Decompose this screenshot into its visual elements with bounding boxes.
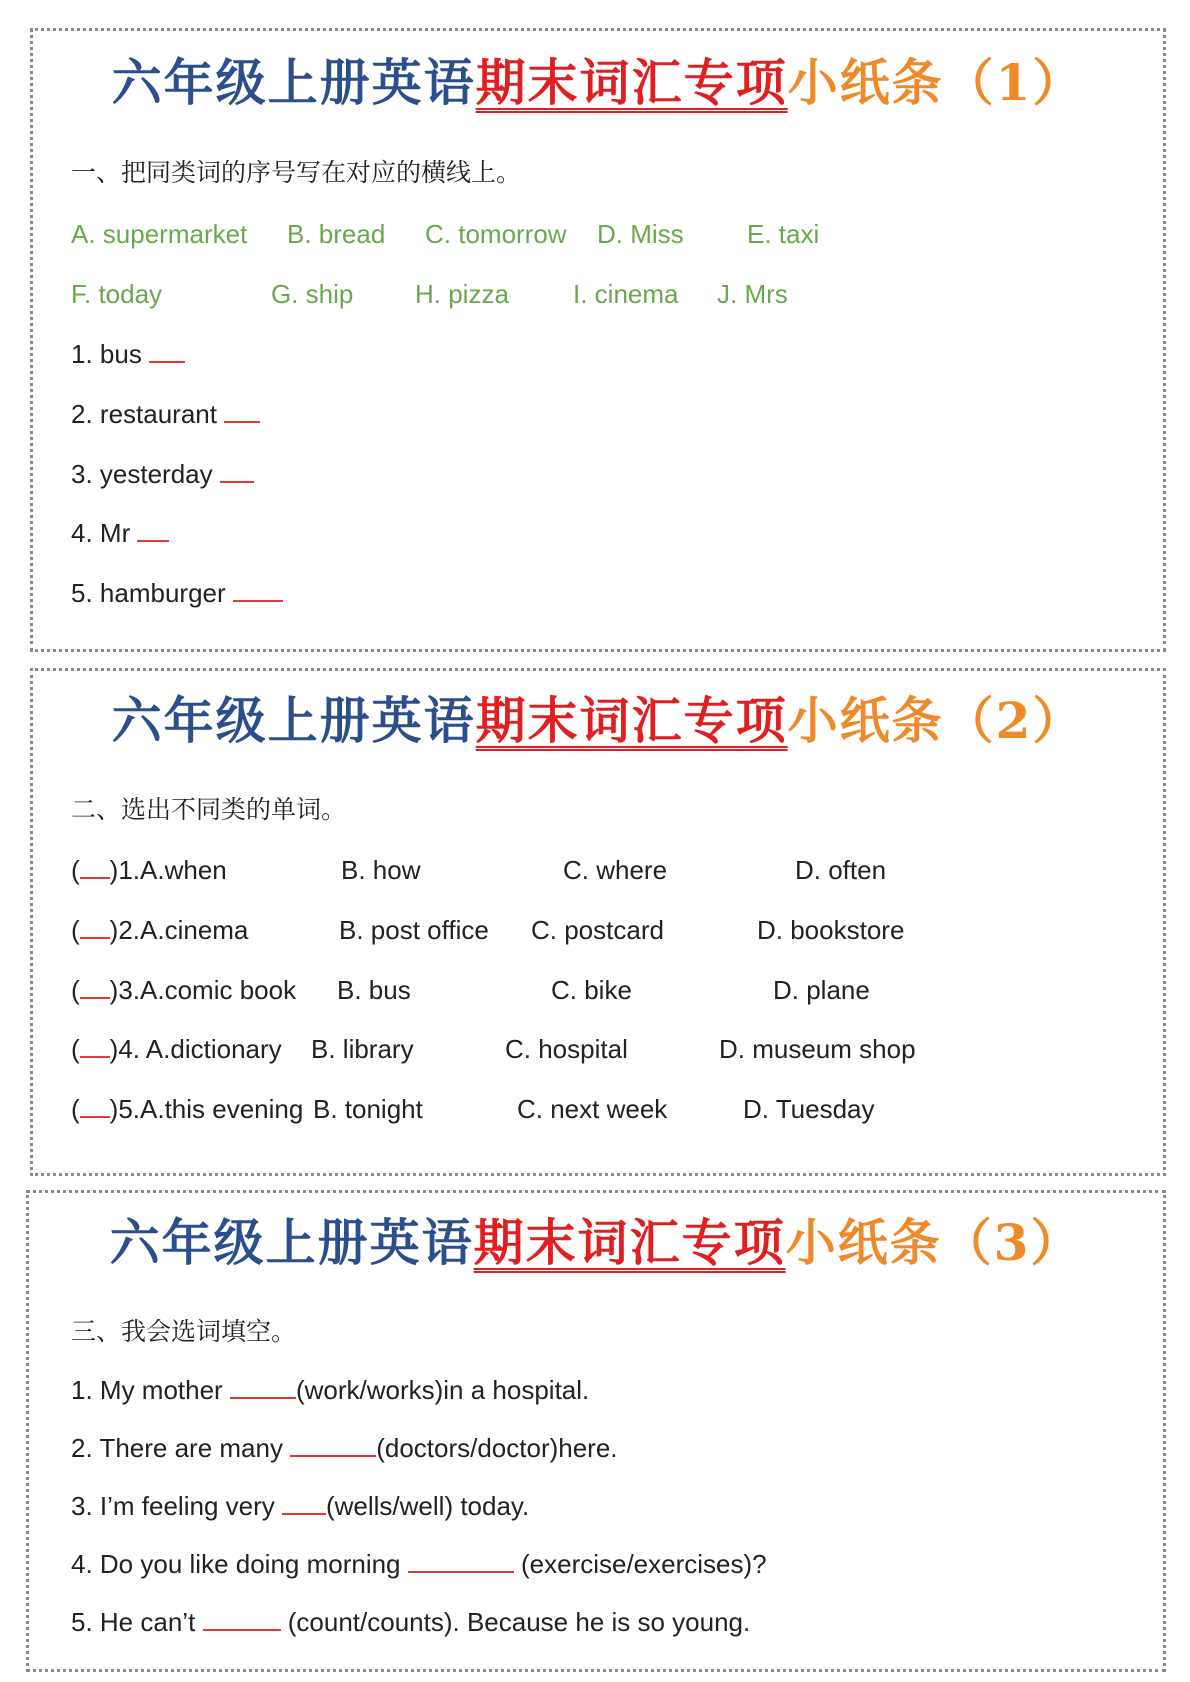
option-a: A. supermarket: [71, 219, 248, 249]
section-heading: 一、把同类词的序号写在对应的横线上。: [71, 158, 522, 187]
card-title: 六年级上册英语期末词汇专项小纸条（3）: [109, 1213, 1083, 1272]
answer-blank[interactable]: [233, 578, 283, 602]
answer-blank[interactable]: [282, 1491, 326, 1515]
option-b: B. bread: [287, 219, 386, 249]
card-title: 六年级上册英语期末词汇专项小纸条（2）: [111, 691, 1085, 750]
worksheet-card-2: [30, 668, 1166, 1176]
option-d: D. Miss: [597, 219, 684, 249]
answer-blank[interactable]: [80, 1034, 110, 1058]
list-item: 2. restaurant: [71, 397, 260, 431]
worksheet-card-1: [30, 28, 1166, 652]
option-g: G. ship: [271, 279, 354, 309]
card-title: 六年级上册英语期末词汇专项小纸条（1）: [111, 53, 1085, 112]
worksheet-card-3: [26, 1190, 1166, 1672]
sentence-item: 4. Do you like doing morning (exercise/exercises)?: [71, 1549, 767, 1579]
option-c: C. hospital: [505, 1034, 628, 1064]
option-c: C. where: [563, 855, 668, 885]
answer-blank[interactable]: [80, 975, 110, 999]
list-item: 4. Mr: [71, 516, 169, 550]
list-item: 3. yesterday: [71, 457, 254, 491]
question-row: ( )2.A.cinema B. post office C. postcard D. bookstore: [71, 915, 905, 945]
sentence-item: 1. My mother (work/works)in a hospital.: [71, 1375, 590, 1405]
answer-blank[interactable]: [290, 1433, 376, 1457]
option-d: D. museum shop: [719, 1034, 916, 1064]
section-heading: 二、选出不同类的单词。: [71, 795, 347, 824]
answer-blank[interactable]: [224, 399, 260, 423]
option-c: C. next week: [517, 1094, 668, 1124]
sentence-item: 5. He can’t (count/counts). Because he is so young.: [71, 1607, 751, 1637]
option-row-2: [71, 277, 1071, 311]
option-b: B. how: [341, 855, 421, 885]
option-e: E. taxi: [747, 219, 820, 249]
option-row-1: [71, 217, 1071, 251]
option-b: B. tonight: [313, 1094, 423, 1124]
section-heading: 三、我会选词填空。: [71, 1317, 297, 1346]
answer-blank[interactable]: [408, 1549, 514, 1573]
answer-blank[interactable]: [230, 1375, 296, 1399]
question-row: ( )5.A.this evening B. tonight C. next week D. Tuesday: [71, 1094, 875, 1124]
option-d: D. Tuesday: [743, 1094, 875, 1124]
option-i: I. cinema: [573, 279, 679, 309]
option-d: D. often: [795, 855, 887, 885]
answer-blank[interactable]: [137, 518, 169, 542]
answer-blank[interactable]: [80, 1094, 110, 1118]
answer-blank[interactable]: [80, 915, 110, 939]
sentence-item: 3. I’m feeling very (wells/well) today.: [71, 1491, 530, 1521]
option-b: B. library: [311, 1034, 414, 1064]
option-c: C. bike: [551, 975, 632, 1005]
option-b: B. post office: [339, 915, 489, 945]
answer-blank[interactable]: [220, 459, 254, 483]
list-item: 1. bus: [71, 337, 185, 371]
answer-blank[interactable]: [149, 339, 185, 363]
question-row: ( )4. A.dictionary B. library C. hospital D. museum shop: [71, 1034, 916, 1064]
question-row: ( )3.A.comic book B. bus C. bike D. plane: [71, 975, 870, 1005]
option-d: D. plane: [773, 975, 870, 1005]
option-d: D. bookstore: [757, 915, 905, 945]
sentence-item: 2. There are many (doctors/doctor)here.: [71, 1433, 618, 1463]
option-j: J. Mrs: [717, 279, 788, 309]
answer-blank[interactable]: [80, 855, 110, 879]
option-h: H. pizza: [415, 279, 509, 309]
option-c: C. tomorrow: [425, 219, 567, 249]
answer-blank[interactable]: [203, 1607, 281, 1631]
option-c: C. postcard: [531, 915, 664, 945]
list-item: 5. hamburger: [71, 576, 283, 610]
option-b: B. bus: [337, 975, 411, 1005]
question-row: ( )1.A.when B. how C. where D. often: [71, 855, 887, 885]
option-f: F. today: [71, 279, 163, 309]
